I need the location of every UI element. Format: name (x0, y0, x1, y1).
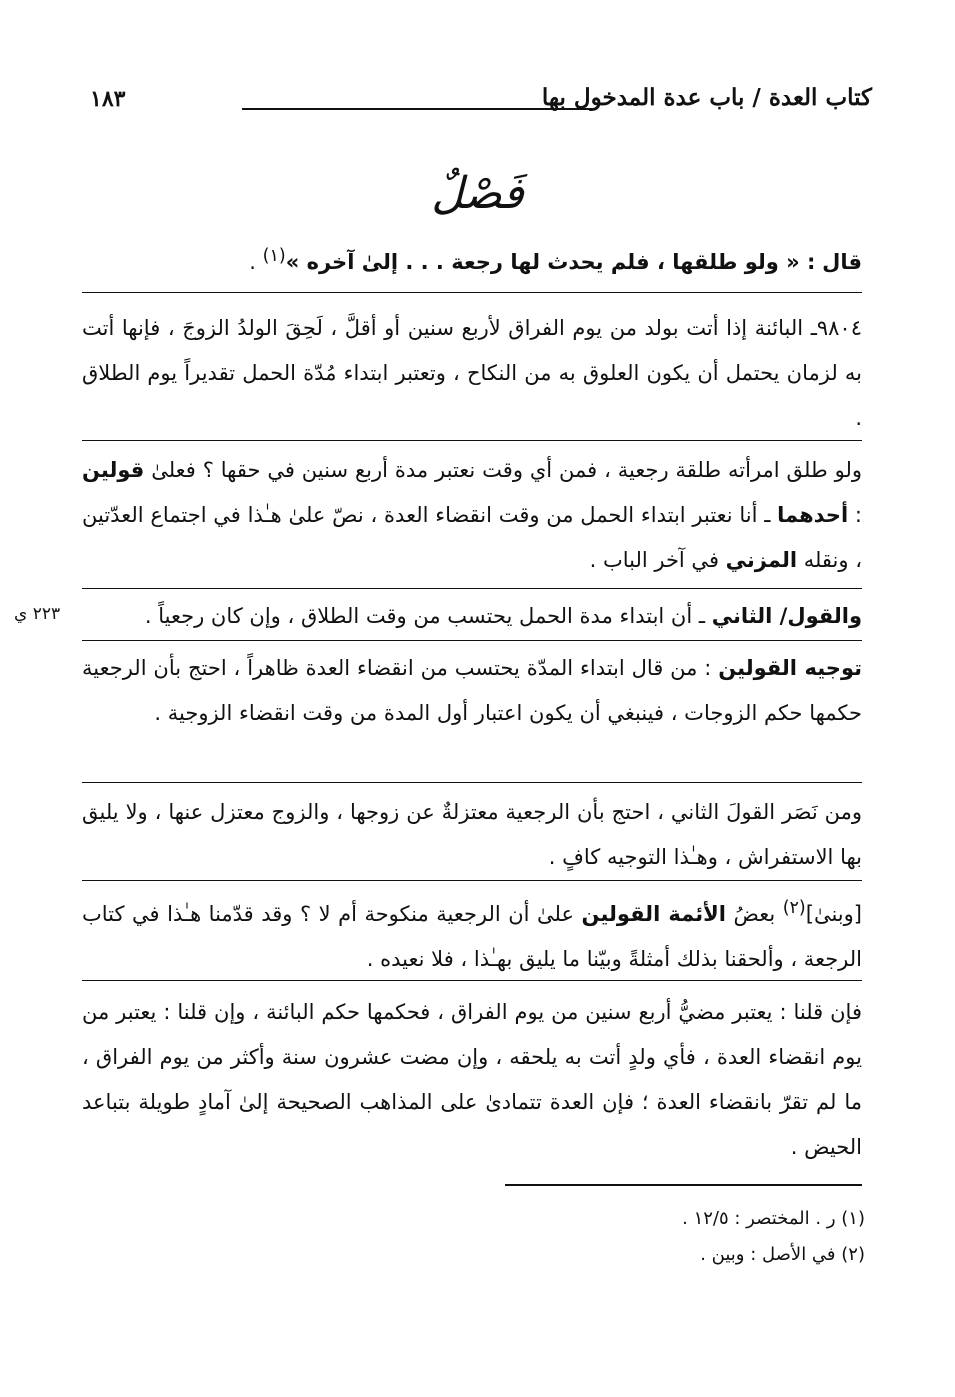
paragraph-3 (82, 594, 862, 639)
footnote-1-text: ر . المختصر : ١٢/٥ . (682, 1208, 836, 1229)
p6-part-b: بعضُ (733, 902, 776, 926)
paragraph-1: ٩٨٠٤ـ البائنة إذا أتت بولد من يوم الفراق لأربع سنين أو أقلَّ ، لَحِقَ الولدُ الزوجَ ، فإنها أتت به لزمان يحتمل أن يكون العلوق به من النكاح ، وتعتبر ابتداء مُدّة الحمل تقديراً يوم الطلاق . (82, 316, 862, 430)
paragraph-divider (82, 292, 862, 293)
paragraph-divider (82, 440, 862, 441)
paragraph-divider (82, 782, 862, 783)
paragraph-divider (82, 980, 862, 981)
p4-bold: توجيه القولين (718, 656, 862, 680)
p4-text: : من قال ابتداء المدّة يحتسب من انقضاء العدة ظاهراً ، احتج بأن الرجعية حكمها حكم الزوجات ، فينبغي أن يكون اعتبار أول المدة من وقت انقضاء الزوجية . (82, 656, 862, 725)
section-ornament: فَصْلٌ (431, 168, 524, 219)
footnote-1-number: (١) (841, 1208, 865, 1229)
footnote-2-number: (٢) (841, 1244, 865, 1265)
page-number: ١٨٣ (90, 86, 126, 112)
p2-part-b: : (854, 503, 862, 527)
paragraph-2 (82, 448, 862, 583)
p3-text: ـ أن ابتداء مدة الحمل يحتسب من وقت الطلاق ، وإن كان رجعياً . (144, 604, 706, 628)
p2-part-c: ـ أنا نعتبر ابتداء الحمل من وقت انقضاء العدة ، نصّ علىٰ هـٰذا في اجتماع العدّتين ، ونقله (82, 503, 862, 572)
p2-bold-1: قولين (82, 458, 145, 482)
p6-bold: الأئمة القولين (581, 902, 726, 926)
paragraph-7: فإن قلنا : يعتبر مضيُّ أربع سنين من يوم الفراق ، فحكمها حكم البائنة ، وإن قلنا : يعتبر من يوم انقضاء العدة ، فأي ولدٍ أتت به يلحقه ، وإن مضت عشرون سنة وأكثر من يوم الفراق ، ما لم تقرّ بانقضاء العدة ؛ فإن العدة تتمادىٰ على المذاهب الصحيحة إلىٰ آمادٍ طويلة بتباعد الحيض . (82, 1000, 862, 1159)
quote-line (82, 236, 862, 282)
paragraph-divider (82, 640, 862, 641)
p6-part-c: علىٰ أن الرجعية منكوحة أم لا ؟ وقد قدّمنا هـٰذا في كتاب الرجعة ، وألحقنا بذلك أمثلةً وبيّنا ما يليق بهـٰذا ، فلا نعيده . (82, 902, 862, 971)
p2-part-a: ولو طلق امرأته طلقة رجعية ، فمن أي وقت نعتبر مدة أربع سنين في حقها ؟ فعلىٰ (151, 458, 862, 482)
p2-bold-2: أحدهما (777, 503, 849, 527)
running-header (82, 80, 872, 120)
footnote-marker-2[interactable]: (٢) (782, 898, 806, 918)
p2-part-e: في آخر الباب . (589, 548, 719, 572)
paragraph-4 (82, 646, 862, 736)
paragraph-divider (82, 588, 862, 589)
footnote-marker-1[interactable]: (١) (262, 246, 286, 266)
paragraph-6 (82, 886, 862, 982)
p6-part-a: [وبنىٰ] (805, 902, 862, 926)
p3-bold: والقول/ الثاني (711, 604, 862, 628)
chapter-title: كتاب العدة / باب عدة المدخول بها (541, 84, 872, 111)
margin-note: ٢٢٣ ي (14, 604, 61, 624)
paragraph-divider (82, 880, 862, 881)
quote-lead: قال (822, 250, 862, 274)
footnote-1 (365, 1208, 865, 1229)
footnote-2 (365, 1244, 865, 1265)
footnote-rule (505, 1184, 862, 1186)
header-rule (242, 108, 592, 110)
quote-end: . (249, 250, 256, 274)
quote-text: : « ولو طلقها ، فلم يحدث لها رجعة . . . إلىٰ آخره » (285, 250, 816, 274)
paragraph-5: ومن نَصَر القولَ الثاني ، احتج بأن الرجعية معتزلةٌ عن زوجها ، والزوج معتزل عنها ، ولا يليق بها الاستفراش ، وهـٰذا التوجيه كافٍ . (82, 800, 862, 869)
p2-bold-3: المزني (725, 548, 798, 572)
footnote-2-text: في الأصل : وبين . (700, 1244, 836, 1265)
